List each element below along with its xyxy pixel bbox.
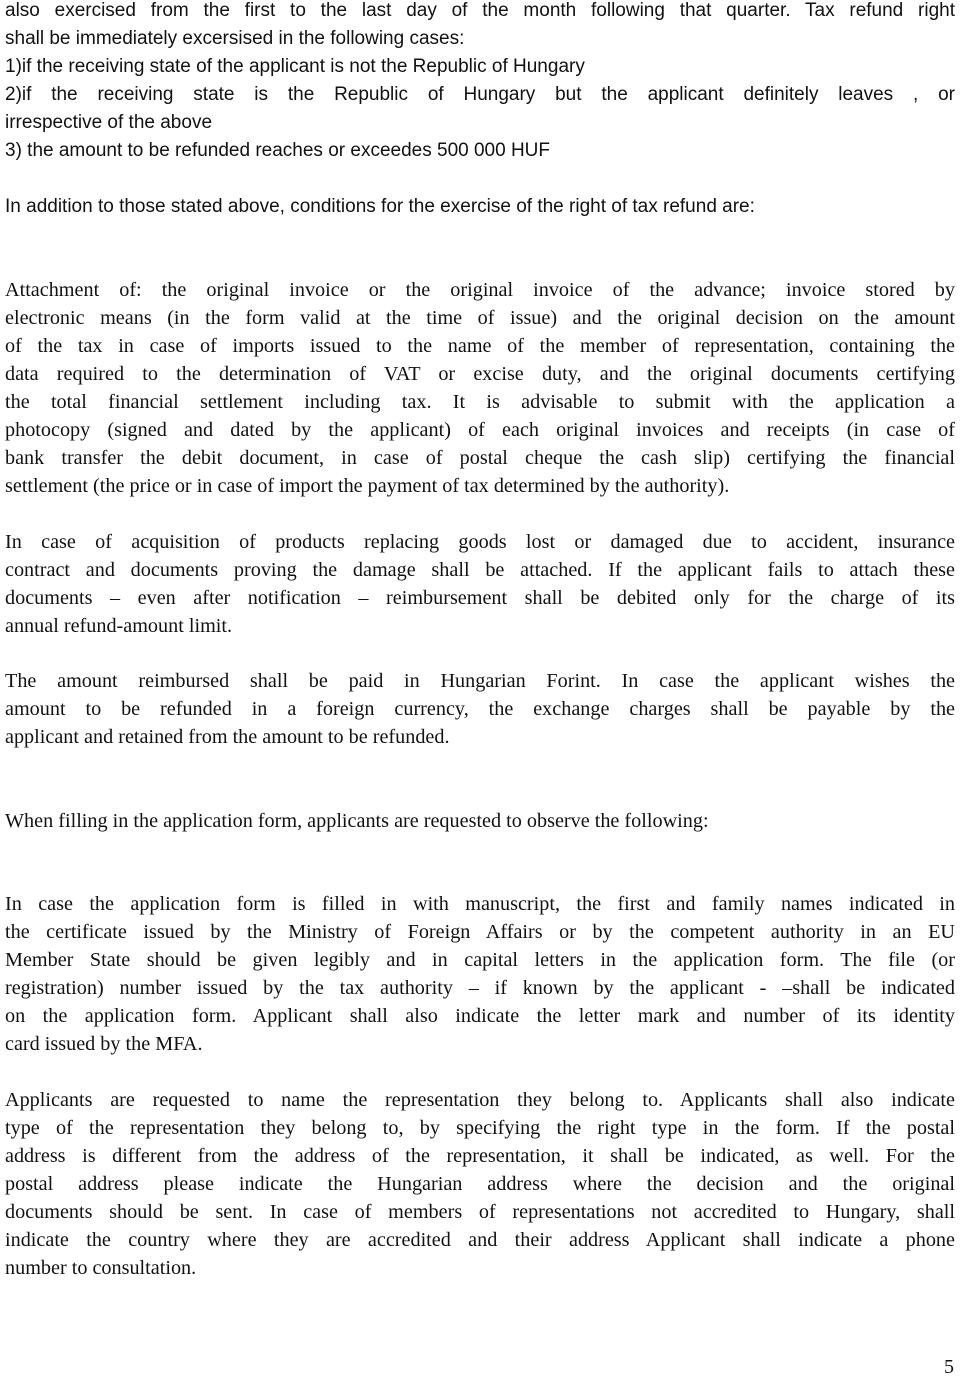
text-line: type of the representation they belong to, by specifying the right type in the form. If the postal [5,1117,955,1139]
text-line: also exercised from the first to the last day of the month following that quarter. Tax refund right [5,0,955,21]
text-line: indicate the country where they are accredited and their address Applicant shall indicate a phone [5,1229,955,1251]
text-line: electronic means (in the form valid at the time of issue) and the original decision on the amount [5,307,955,329]
text-line: card issued by the MFA. [5,1033,203,1055]
text-line: Applicants are requested to name the representation they belong to. Applicants shall also indicate [5,1089,955,1111]
text-line: documents – even after notification – reimbursement shall be debited only for the charge of its [5,587,955,609]
text-line: on the application form. Applicant shall also indicate the letter mark and number of its identity [5,1005,955,1027]
text-line: The amount reimbursed shall be paid in Hungarian Forint. In case the applicant wishes the [5,670,955,692]
text-line: 1)if the receiving state of the applicant is not the Republic of Hungary [5,56,585,77]
text-line: postal address please indicate the Hungarian address where the decision and the original [5,1173,955,1195]
text-line: amount to be refunded in a foreign currency, the exchange charges shall be payable by the [5,698,955,720]
text-line: the certificate issued by the Ministry of Foreign Affairs or by the competent authority in an EU [5,921,955,943]
representation-paragraph [5,1086,955,1282]
text-line: 2)if the receiving state is the Republic of Hungary but the applicant definitely leaves , or [5,84,955,105]
page-number: 5 [944,1356,954,1378]
attachment-paragraph [5,276,955,500]
text-line: applicant and retained from the amount to be refunded. [5,726,450,748]
text-line: registration) number issued by the tax authority – if known by the applicant - –shall be indicated [5,977,955,999]
text-line: address is different from the address of the representation, it shall be indicated, as well. For the [5,1145,955,1167]
conditions-intro: In addition to those stated above, conditions for the exercise of the right of tax refund are: [5,196,755,217]
text-line: 3) the amount to be refunded reaches or exceedes 500 000 HUF [5,140,551,161]
text-line: Attachment of: the original invoice or the original invoice of the advance; invoice stored by [5,279,955,301]
text-line: number to consultation. [5,1257,197,1279]
text-line: the total financial settlement including tax. It is advisable to submit with the application a [5,391,955,413]
manuscript-paragraph [5,890,955,1058]
text-line: documents should be sent. In case of members of representations not accredited to Hungary, shall [5,1201,955,1223]
text-line: irrespective of the above [5,112,213,133]
text-line: contract and documents proving the damage shall be attached. If the applicant fails to attach these [5,559,955,581]
text-line: annual refund-amount limit. [5,615,233,637]
text-line: bank transfer the debit document, in case of postal cheque the cash slip) certifying the financial [5,447,955,469]
text-line: In case of acquisition of products replacing goods lost or damaged due to accident, insurance [5,531,955,553]
filling-intro: When filling in the application form, applicants are requested to observe the following: [5,810,709,832]
forint-paragraph [5,667,955,751]
text-line: of the tax in case of imports issued to the name of the member of representation, containing the [5,335,955,357]
text-line: photocopy (signed and dated by the applicant) of each original invoices and receipts (in case of [5,419,955,441]
text-line: shall be immediately excersised in the following cases: [5,28,465,49]
text-line: data required to the determination of VAT or excise duty, and the original documents certifying [5,363,955,385]
text-line: In case the application form is filled in with manuscript, the first and family names indicated in [5,893,955,915]
intro-paragraph [5,0,955,165]
text-line: Member State should be given legibly and in capital letters in the application form. The file (or [5,949,955,971]
text-line: settlement (the price or in case of import the payment of tax determined by the authority). [5,475,730,497]
acquisition-paragraph [5,528,955,640]
